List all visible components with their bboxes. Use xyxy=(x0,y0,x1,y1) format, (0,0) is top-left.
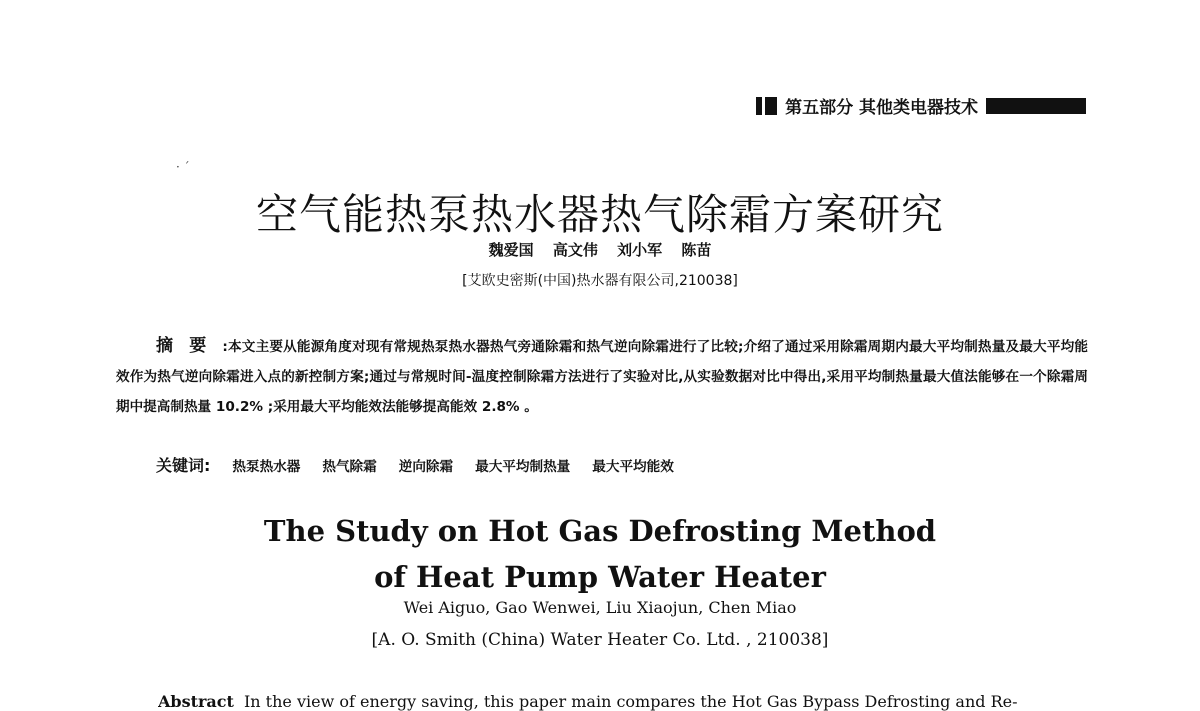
keywords-cn xyxy=(156,453,674,476)
abstract-cn-label: 摘要 xyxy=(156,336,223,356)
keyword-item: 最大平均能效 xyxy=(592,459,674,475)
abstract-cn xyxy=(116,331,1088,422)
authors-cn: 魏爱国 高文伟 刘小军 陈苗 xyxy=(488,241,712,259)
abstract-cn-text: :本文主要从能源角度对现有常规热泵热水器热气旁通除霜和热气逆向除霜进行了比较;介绍了通过采用除霜周期内最大平均制热量及最大平均能效作为热气逆向除霜进入点的新控制方案;通过与常规时间-温度控制除霜方法进行了实验对比,从实验数据对比中得出,采用平均制热量最大值法能够在一个除霜周期中提高制热量 10.2% ;采用最大平均能效法能够提高能效 2.8% 。 xyxy=(116,339,1089,415)
paper-title-en xyxy=(0,508,1200,600)
paper-title-en-line2: of Heat Pump Water Heater xyxy=(374,560,826,594)
abstract-en-label: Abstract xyxy=(158,692,234,711)
paper-title-en-line1: The Study on Hot Gas Defrosting Method xyxy=(263,514,937,548)
affiliation-en: [A. O. Smith (China) Water Heater Co. Ltd. , 210038] xyxy=(371,630,829,650)
keyword-item: 热气除霜 xyxy=(322,459,377,475)
authors-en: Wei Aiguo, Gao Wenwei, Liu Xiaojun, Chen Miao xyxy=(403,598,797,617)
abstract-en xyxy=(158,692,1088,711)
section-title: 第五部分 其他类电器技术 xyxy=(785,98,978,118)
keywords-label: 关键词: xyxy=(156,456,211,475)
paper-title-cn: 空气能热泵热水器热气除霜方案研究 xyxy=(255,190,944,239)
keyword-item: 逆向除霜 xyxy=(398,459,454,475)
header-block-mark-left xyxy=(756,97,777,115)
header-block-mark-right xyxy=(986,98,1086,114)
keyword-item: 热泵热水器 xyxy=(232,459,301,475)
keyword-item: 最大平均制热量 xyxy=(475,459,571,475)
affiliation-cn: [艾欧史密斯(中国)热水器有限公司,210038] xyxy=(462,273,738,289)
scan-speck: · ˊ xyxy=(176,160,190,174)
running-header xyxy=(756,93,1086,118)
abstract-en-text: In the view of energy saving, this paper main compares the Hot Gas Bypass Defrosting and Re- xyxy=(243,692,1018,711)
